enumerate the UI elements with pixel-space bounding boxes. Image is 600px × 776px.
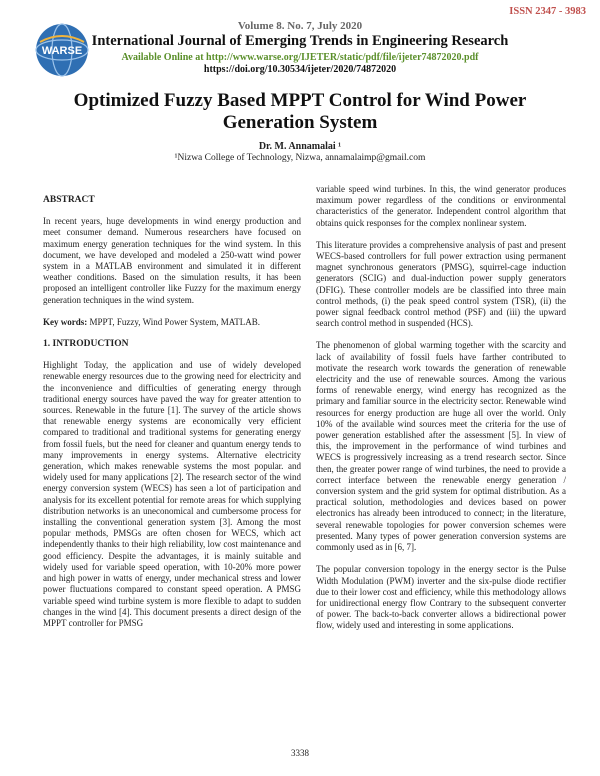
keywords-label: Key words: <box>43 316 88 327</box>
left-column <box>43 184 301 640</box>
issn: ISSN 2347 - 3983 <box>509 6 586 17</box>
paragraph: variable speed wind turbines. In this, the wind generator produces maximum power regardless of the conditions or environmental characteristics of the generator. Independent control algorithm that obtains quick responses for the complex nonlinear system. <box>316 184 566 228</box>
introduction-text: Highlight Today, the application and use of widely developed renewable energy resources due to the growing need for electricity and the inconvenience and difficulties of generating energy through traditional energy sources have paved the way for greater attention to sources. Renewable in the future [1]. The survey of the article shows that renewable energy systems are economically very efficient compared to traditional and traditional systems for generating energy from fossil fuels, but the need for cleaner and quantum energy tends to many improvements in energy systems. Alternative electricity generation, which makes renewable systems the most popular. and widely used for many applications [2]. The research sector of the wind energy conversion system (WECS) has seen a lot of participation and analysis for its excellent potential for remote areas for which supplying distribution networks is an uneconomical and cumbersome process for installing the conventional generation system [3]. Among the most popular methods, PMSGs are often chosen for WECS, which act independently thanks to their high reliability, low cost maintenance and good efficiency. Despite the advantages, it is mainly suitable and widely used for variable speed operation, with 10-20% more power and high power in watts of energy, under mechanical stress and lower power fluctuations compared to constant speed operation. A PMSG variable speed wind turbine system is more flexible to adapt to sudden changes in the wind [4]. This document presents a direct design of the MPPT controller for PMSG <box>43 360 301 628</box>
logo-text: WARSE <box>41 45 83 57</box>
paper-title: Optimized Fuzzy Based MPPT Control for Wind Power Generation System <box>73 90 527 133</box>
page-number: 3338 <box>291 748 309 758</box>
abstract-text: In recent years, huge developments in wind energy production and meet consumer demand. Numerous researchers have focused on maximum energy generation techniques for the wind system. In this document, we have developed and modeled a 250-watt wind power system in a MATLAB environment and simulated it in different weather conditions. Based on the simulation results, it has been proposed an intelligent controller like Fuzzy for the maximum energy generation techniques in the wind system. <box>43 216 301 305</box>
paragraph: The phenomenon of global warming together with the scarcity and lack of availability of fossil fuels have farther contributed to motivate the research work towards the generation of renewable electricity and the use of renewable sources. Among the various forms of renewable energy, wind energy has recognized as the primary and familiar source in the electricity sector. Renewable wind resources for energy production are huge all over the world. Only 10% of the available wind sources meet the criteria for the use of power generation established after the assessment [5]. In view of this, the improvement in the performance of wind turbines and WECS is progressively increasing as a trend research sector. Since then, the greater power range of wind turbines, the need to provide a correct interface between the renewable energy generation / conversion system and the grid system for optimal distribution. As a practical solution, methodologies and devices based on power electronics has already been introduced to connect; in the literature, several renewable topologies for power conversion schemes were presented. Many types of power generation conversion systems are commonly used as in [6, 7]. <box>316 340 566 553</box>
affiliation: ¹Nizwa College of Technology, Nizwa, annamalaimp@gmail.com <box>174 153 426 163</box>
online-link[interactable]: Available Online at http://www.warse.org/IJETER/static/pdf/file/ijeter74872020.pdf <box>121 52 479 63</box>
paragraph: The popular conversion topology in the energy sector is the Pulse Width Modulation (PWM) inverter and the six-pulse diode rectifier due to their lower cost and efficiency, while this methodology allows for unidirectional energy flow Contrary to the subsequent converter of power. The back-to-back converter allows a bidirectional power flow, widely used and interesting in some applications. <box>316 564 566 631</box>
introduction-heading: 1. INTRODUCTION <box>43 339 129 350</box>
author: Dr. M. Annamalai ¹ <box>258 141 342 152</box>
journal-name: International Journal of Emerging Trends in Engineering Research <box>91 33 509 49</box>
keywords <box>43 317 301 328</box>
paragraph: This literature provides a comprehensive analysis of past and present WECS-based controllers for full power extraction using permanent magnet synchronous generators (PMSG), squirrel-cage induction generators (SCIG) and dual-induction power supply generators (DFIG). These controller models are be classified into three main control methods, (i) the peak speed control system (TSR), (ii) the power signal feedback control method (PSF) and (iii) the upward search control method in suspended (HCS). <box>316 239 566 329</box>
volume-info: Volume 8. No. 7, July 2020 <box>237 20 363 32</box>
doi-link[interactable]: https://doi.org/10.30534/ijeter/2020/74872020 <box>203 64 397 75</box>
abstract-heading: ABSTRACT <box>43 195 95 205</box>
right-column <box>316 184 566 643</box>
keywords-text: MPPT, Fuzzy, Wind Power System, MATLAB. <box>87 316 260 327</box>
